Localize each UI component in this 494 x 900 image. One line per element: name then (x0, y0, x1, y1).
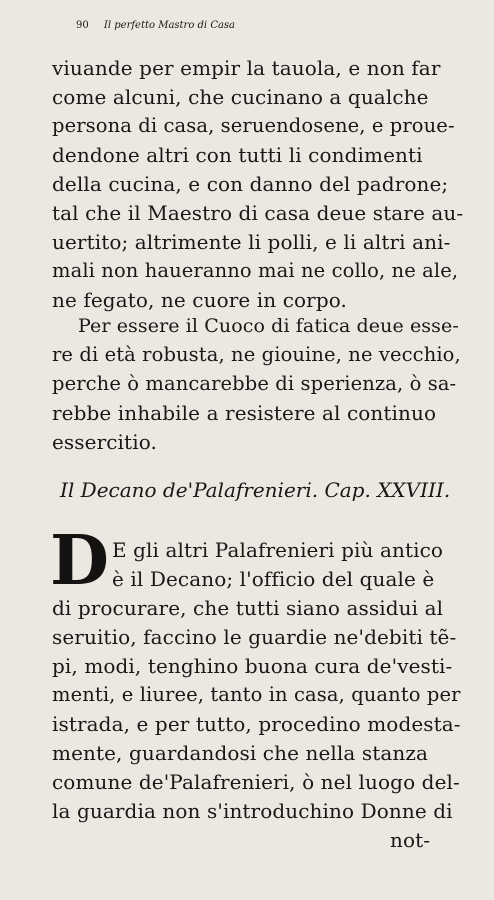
text-line: ne fegato, ne cuore in corpo. (52, 288, 347, 312)
text-line: uertito; altrimente li polli, e li altri ani- (52, 230, 451, 254)
chapter-heading: Il Decano de'Palafrenieri. Cap. XXVIII. (60, 478, 451, 502)
text-line: dendone altri con tutti li condimenti (52, 143, 423, 167)
drop-cap: D (50, 521, 109, 601)
text-line: tal che il Maestro di casa deue stare au- (52, 201, 464, 225)
text-line: menti, e liuree, tanto in casa, quanto per (52, 683, 461, 706)
text-line: mente, guardandosi che nella stanza (52, 741, 429, 765)
text-line: re di età robusta, ne giouine, ne vecchio, (52, 343, 461, 366)
text-line: Per essere il Cuoco di fatica deue esse- (78, 315, 459, 337)
text-line: E gli altri Palafrenieri più antico (112, 538, 444, 562)
text-line: rebbe inhabile a resistere al continuo (52, 401, 437, 425)
running-title: Il perfetto Mastro di Casa (103, 20, 236, 31)
text-line: di procurare, che tutti siano assidui al (52, 596, 444, 620)
text-line: istrada, e per tutto, procedino modesta- (52, 712, 461, 736)
text-line: comune de'Palafrenieri, ò nel luogo del- (52, 770, 460, 794)
running-head (76, 20, 476, 50)
text-line: è il Decano; l'officio del quale è (112, 567, 435, 591)
text-line: essercitio. (52, 430, 157, 454)
text-line: della cucina, e con danno del padrone; (52, 172, 449, 196)
text-line: come alcuni, che cucinano a qualche (52, 85, 429, 109)
text-line: persona di casa, seruendosene, e proue- (52, 114, 455, 137)
catchword: not- (390, 828, 431, 852)
text-line: perche ò mancarebbe di sperienza, ò sa- (52, 372, 457, 395)
text-line: pi, modi, tenghino buona cura de'vesti- (52, 654, 453, 678)
page-number: 90 (76, 20, 89, 31)
text-line: seruitio, faccino le guardie ne'debiti tẽ- (52, 625, 457, 649)
text-line: viuande per empir la tauola, e non far (52, 56, 441, 80)
text-line: mali non haueranno mai ne collo, ne ale, (52, 259, 459, 282)
text-line: la guardia non s'introduchino Donne di (52, 799, 453, 823)
